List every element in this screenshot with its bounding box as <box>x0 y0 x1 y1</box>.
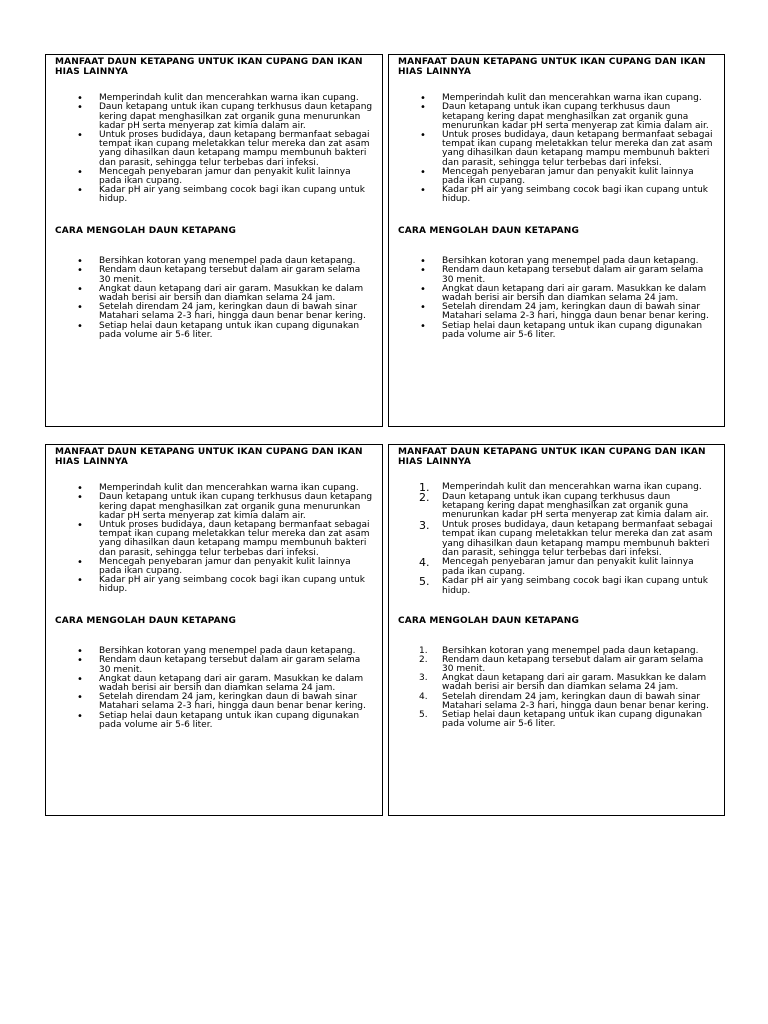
list-item-text: Daun ketapang untuk ikan cupang terkhusus daun ketapang kering dapat menghasilkan zat organik guna menurunkan kadar pH serta menyerap zat kimia dalam air. <box>442 102 709 131</box>
list-item-text: Setelah direndam 24 jam, keringkan daun di bawah sinar Matahari selama 2-3 hari, hingga daun benar benar kering. <box>442 302 709 322</box>
list-item-text: Daun ketapang untuk ikan cupang terkhusus daun ketapang kering dapat menghasilkan zat organik guna menurunkan kadar pH serta menyerap zat kimia dalam air. <box>99 492 373 521</box>
list-item <box>398 186 715 204</box>
list-item <box>55 131 373 168</box>
list-item-text: Daun ketapang untuk ikan cupang terkhusus daun ketapang kering dapat menghasilkan zat organik guna menurunkan kadar pH serta menyerap zat kimia dalam air. <box>99 102 373 131</box>
list-item <box>55 303 373 321</box>
list-item-text: Mencegah penyebaran jamur dan penyakit kulit lainnya pada ikan cupang. <box>442 557 694 577</box>
list-item-text: Bersihkan kotoran yang menempel pada daun ketapang. <box>99 256 356 267</box>
manfaat-heading: MANFAAT DAUN KETAPANG UNTUK IKAN CUPANG DAN IKAN HIAS LAINNYA <box>398 57 706 77</box>
list-item-text: Rendam daun ketapang tersebut dalam air garam selama 30 menit. <box>99 655 361 675</box>
cara-list <box>55 257 373 340</box>
list-item-text: Setiap helai daun ketapang untuk ikan cupang digunakan pada volume air 5-6 liter. <box>442 710 703 730</box>
list-item-text: Kadar pH air yang seimbang cocok bagi ikan cupang untuk hidup. <box>442 185 709 205</box>
bullet-marker: • <box>77 575 83 587</box>
list-item <box>55 712 373 730</box>
list-item <box>55 675 373 693</box>
list-item <box>55 285 373 303</box>
bullet-marker: • <box>77 520 83 531</box>
manfaat-list <box>398 94 715 204</box>
number-marker: 4. <box>419 691 428 702</box>
list-item <box>398 303 715 321</box>
list-item <box>55 493 373 521</box>
list-item <box>55 168 373 186</box>
list-item <box>398 285 715 303</box>
bullet-marker: • <box>77 492 83 504</box>
bullet-marker: • <box>77 166 83 178</box>
bullet-marker: • <box>77 692 83 704</box>
list-item-text: Angkat daun ketapang dari air garam. Masukkan ke dalam wadah berisi air bersih dan diamkan selama 24 jam. <box>99 283 364 304</box>
bullet-marker: • <box>420 320 426 332</box>
bullet-marker: • <box>77 185 83 197</box>
list-item-text: Kadar pH air yang seimbang cocok bagi ikan cupang untuk hidup. <box>99 185 366 205</box>
list-item-text: Untuk proses budidaya, daun ketapang bermanfaat sebagai tempat ikan cupang meletakkan telur mereka dan zat asam yang dihasilkan daun ketapang mampu membunuh bakteri dan parasit, sehingga telur terbebas dari infeksi. <box>442 130 713 168</box>
bullet-marker: • <box>77 556 83 568</box>
info-card-bottom-left <box>45 444 383 816</box>
bullet-marker: • <box>77 130 83 141</box>
list-item-text: Memperindah kulit dan mencerahkan warna ikan cupang. <box>442 93 702 104</box>
list-item-text: Kadar pH air yang seimbang cocok bagi ikan cupang untuk hidup. <box>442 576 709 596</box>
list-item-text: Bersihkan kotoran yang menempel pada daun ketapang. <box>442 645 699 656</box>
list-item <box>55 186 373 204</box>
list-item-text: Bersihkan kotoran yang menempel pada daun ketapang. <box>99 646 356 657</box>
list-item-text: Rendam daun ketapang tersebut dalam air garam selama 30 menit. <box>442 265 704 285</box>
bullet-marker: • <box>77 265 83 277</box>
cara-heading: CARA MENGOLAH DAUN KETAPANG <box>398 225 580 236</box>
cara-heading: CARA MENGOLAH DAUN KETAPANG <box>398 616 580 627</box>
list-item <box>398 711 715 729</box>
list-item <box>398 168 715 186</box>
info-card-top-left <box>45 54 383 427</box>
list-item <box>55 576 373 594</box>
bullet-marker: • <box>77 710 83 722</box>
bullet-marker: • <box>420 185 426 197</box>
cara-heading: CARA MENGOLAH DAUN KETAPANG <box>55 615 237 626</box>
list-item <box>55 266 373 284</box>
list-item-text: Rendam daun ketapang tersebut dalam air garam selama 30 menit. <box>99 265 361 285</box>
manfaat-list <box>55 484 373 594</box>
bullet-marker: • <box>77 655 83 667</box>
bullet-marker: • <box>420 102 426 114</box>
manfaat-list <box>398 483 715 596</box>
list-item <box>398 656 715 674</box>
number-marker: 3. <box>419 673 428 684</box>
list-item <box>398 577 715 596</box>
bullet-marker: • <box>77 102 83 114</box>
list-item-text: Setiap helai daun ketapang untuk ikan cupang digunakan pada volume air 5-6 liter. <box>99 320 360 340</box>
list-item <box>398 266 715 284</box>
cara-list <box>55 647 373 730</box>
bullet-marker: • <box>420 302 426 314</box>
list-item <box>55 693 373 711</box>
list-item-text: Setelah direndam 24 jam, keringkan daun di bawah sinar Matahari selama 2-3 hari, hingga daun benar benar kering. <box>99 692 366 712</box>
bullet-marker: • <box>420 93 426 105</box>
number-marker: 4. <box>419 556 430 570</box>
list-item-text: Setelah direndam 24 jam, keringkan daun di bawah sinar Matahari selama 2-3 hari, hingga daun benar benar kering. <box>442 691 709 711</box>
number-marker: 2. <box>419 654 428 665</box>
number-marker: 5. <box>419 710 428 721</box>
bullet-marker: • <box>420 256 426 268</box>
list-item <box>55 103 373 131</box>
list-item-text: Setiap helai daun ketapang untuk ikan cupang digunakan pada volume air 5-6 liter. <box>99 710 360 730</box>
list-item <box>55 558 373 576</box>
list-item-text: Setiap helai daun ketapang untuk ikan cupang digunakan pada volume air 5-6 liter. <box>442 320 703 340</box>
bullet-marker: • <box>77 646 83 658</box>
manfaat-heading: MANFAAT DAUN KETAPANG UNTUK IKAN CUPANG DAN IKAN HIAS LAINNYA <box>55 447 363 467</box>
list-item <box>55 521 373 558</box>
list-item <box>398 518 715 559</box>
list-item-text: Kadar pH air yang seimbang cocok bagi ikan cupang untuk hidup. <box>99 575 366 595</box>
list-item-text: Untuk proses budidaya, daun ketapang bermanfaat sebagai tempat ikan cupang meletakkan telur mereka dan zat asam yang dihasilkan daun ketapang mampu membunuh bakteri dan parasit, sehingga telur terbebas dari infeksi. <box>99 130 370 168</box>
bullet-marker: • <box>77 673 83 685</box>
list-item-text: Bersihkan kotoran yang menempel pada daun ketapang. <box>442 256 699 267</box>
list-item-text: Untuk proses budidaya, daun ketapang bermanfaat sebagai tempat ikan cupang meletakkan telur mereka dan zat asam yang dihasilkan daun ketapang mampu membunuh bakteri dan parasit, sehingga telur terbebas dari infeksi. <box>99 520 370 558</box>
number-marker: 2. <box>419 490 430 504</box>
bullet-marker: • <box>420 130 426 141</box>
list-item-text: Mencegah penyebaran jamur dan penyakit kulit lainnya pada ikan cupang. <box>99 166 351 187</box>
number-marker: 5. <box>419 575 430 589</box>
cara-list <box>398 257 715 340</box>
list-item-text: Rendam daun ketapang tersebut dalam air garam selama 30 menit. <box>442 654 704 675</box>
manfaat-heading: MANFAAT DAUN KETAPANG UNTUK IKAN CUPANG DAN IKAN HIAS LAINNYA <box>55 57 363 77</box>
list-item <box>55 656 373 674</box>
bullet-marker: • <box>420 265 426 277</box>
list-item-text: Memperindah kulit dan mencerahkan warna ikan cupang. <box>442 482 702 493</box>
list-item-text: Angkat daun ketapang dari air garam. Masukkan ke dalam wadah berisi air bersih dan diamkan selama 24 jam. <box>99 673 364 694</box>
list-item-text: Daun ketapang untuk ikan cupang terkhusus daun ketapang kering dapat menghasilkan zat organik guna menurunkan kadar pH serta menyerap zat kimia dalam air. <box>442 491 709 521</box>
list-item-text: Untuk proses budidaya, daun ketapang bermanfaat sebagai tempat ikan cupang meletakkan telur mereka dan zat asam yang dihasilkan daun ketapang mampu membunuh bakteri dan parasit, sehingga telur terbebas dari infeksi. <box>442 519 713 559</box>
info-card-top-right <box>388 54 725 427</box>
list-item-text: Memperindah kulit dan mencerahkan warna ikan cupang. <box>99 93 359 104</box>
bullet-marker: • <box>77 320 83 332</box>
list-item <box>398 558 715 577</box>
list-item <box>398 490 715 521</box>
bullet-marker: • <box>77 93 83 105</box>
number-marker: 3. <box>419 518 430 532</box>
list-item-text: Angkat daun ketapang dari air garam. Masukkan ke dalam wadah berisi air bersih dan diamkan selama 24 jam. <box>442 673 707 693</box>
manfaat-list <box>55 94 373 204</box>
bullet-marker: • <box>77 302 83 314</box>
list-item-text: Mencegah penyebaran jamur dan penyakit kulit lainnya pada ikan cupang. <box>99 556 351 577</box>
bullet-marker: • <box>420 166 426 178</box>
list-item <box>398 693 715 711</box>
bullet-marker: • <box>77 483 83 495</box>
list-item <box>55 322 373 340</box>
cara-list <box>398 647 715 730</box>
bullet-marker: • <box>77 256 83 268</box>
cara-heading: CARA MENGOLAH DAUN KETAPANG <box>55 225 237 236</box>
number-marker: 1. <box>419 481 430 495</box>
bullet-marker: • <box>77 283 83 295</box>
list-item <box>398 103 715 131</box>
bullet-marker: • <box>420 283 426 295</box>
info-card-bottom-right <box>388 444 725 816</box>
manfaat-heading: MANFAAT DAUN KETAPANG UNTUK IKAN CUPANG DAN IKAN HIAS LAINNYA <box>398 447 706 467</box>
list-item-text: Mencegah penyebaran jamur dan penyakit kulit lainnya pada ikan cupang. <box>442 166 694 187</box>
number-marker: 1. <box>419 645 428 656</box>
list-item-text: Memperindah kulit dan mencerahkan warna ikan cupang. <box>99 483 359 494</box>
list-item <box>398 674 715 692</box>
list-item <box>398 131 715 168</box>
list-item <box>398 322 715 340</box>
list-item-text: Angkat daun ketapang dari air garam. Masukkan ke dalam wadah berisi air bersih dan diamkan selama 24 jam. <box>442 283 707 304</box>
list-item-text: Setelah direndam 24 jam, keringkan daun di bawah sinar Matahari selama 2-3 hari, hingga daun benar benar kering. <box>99 302 366 322</box>
